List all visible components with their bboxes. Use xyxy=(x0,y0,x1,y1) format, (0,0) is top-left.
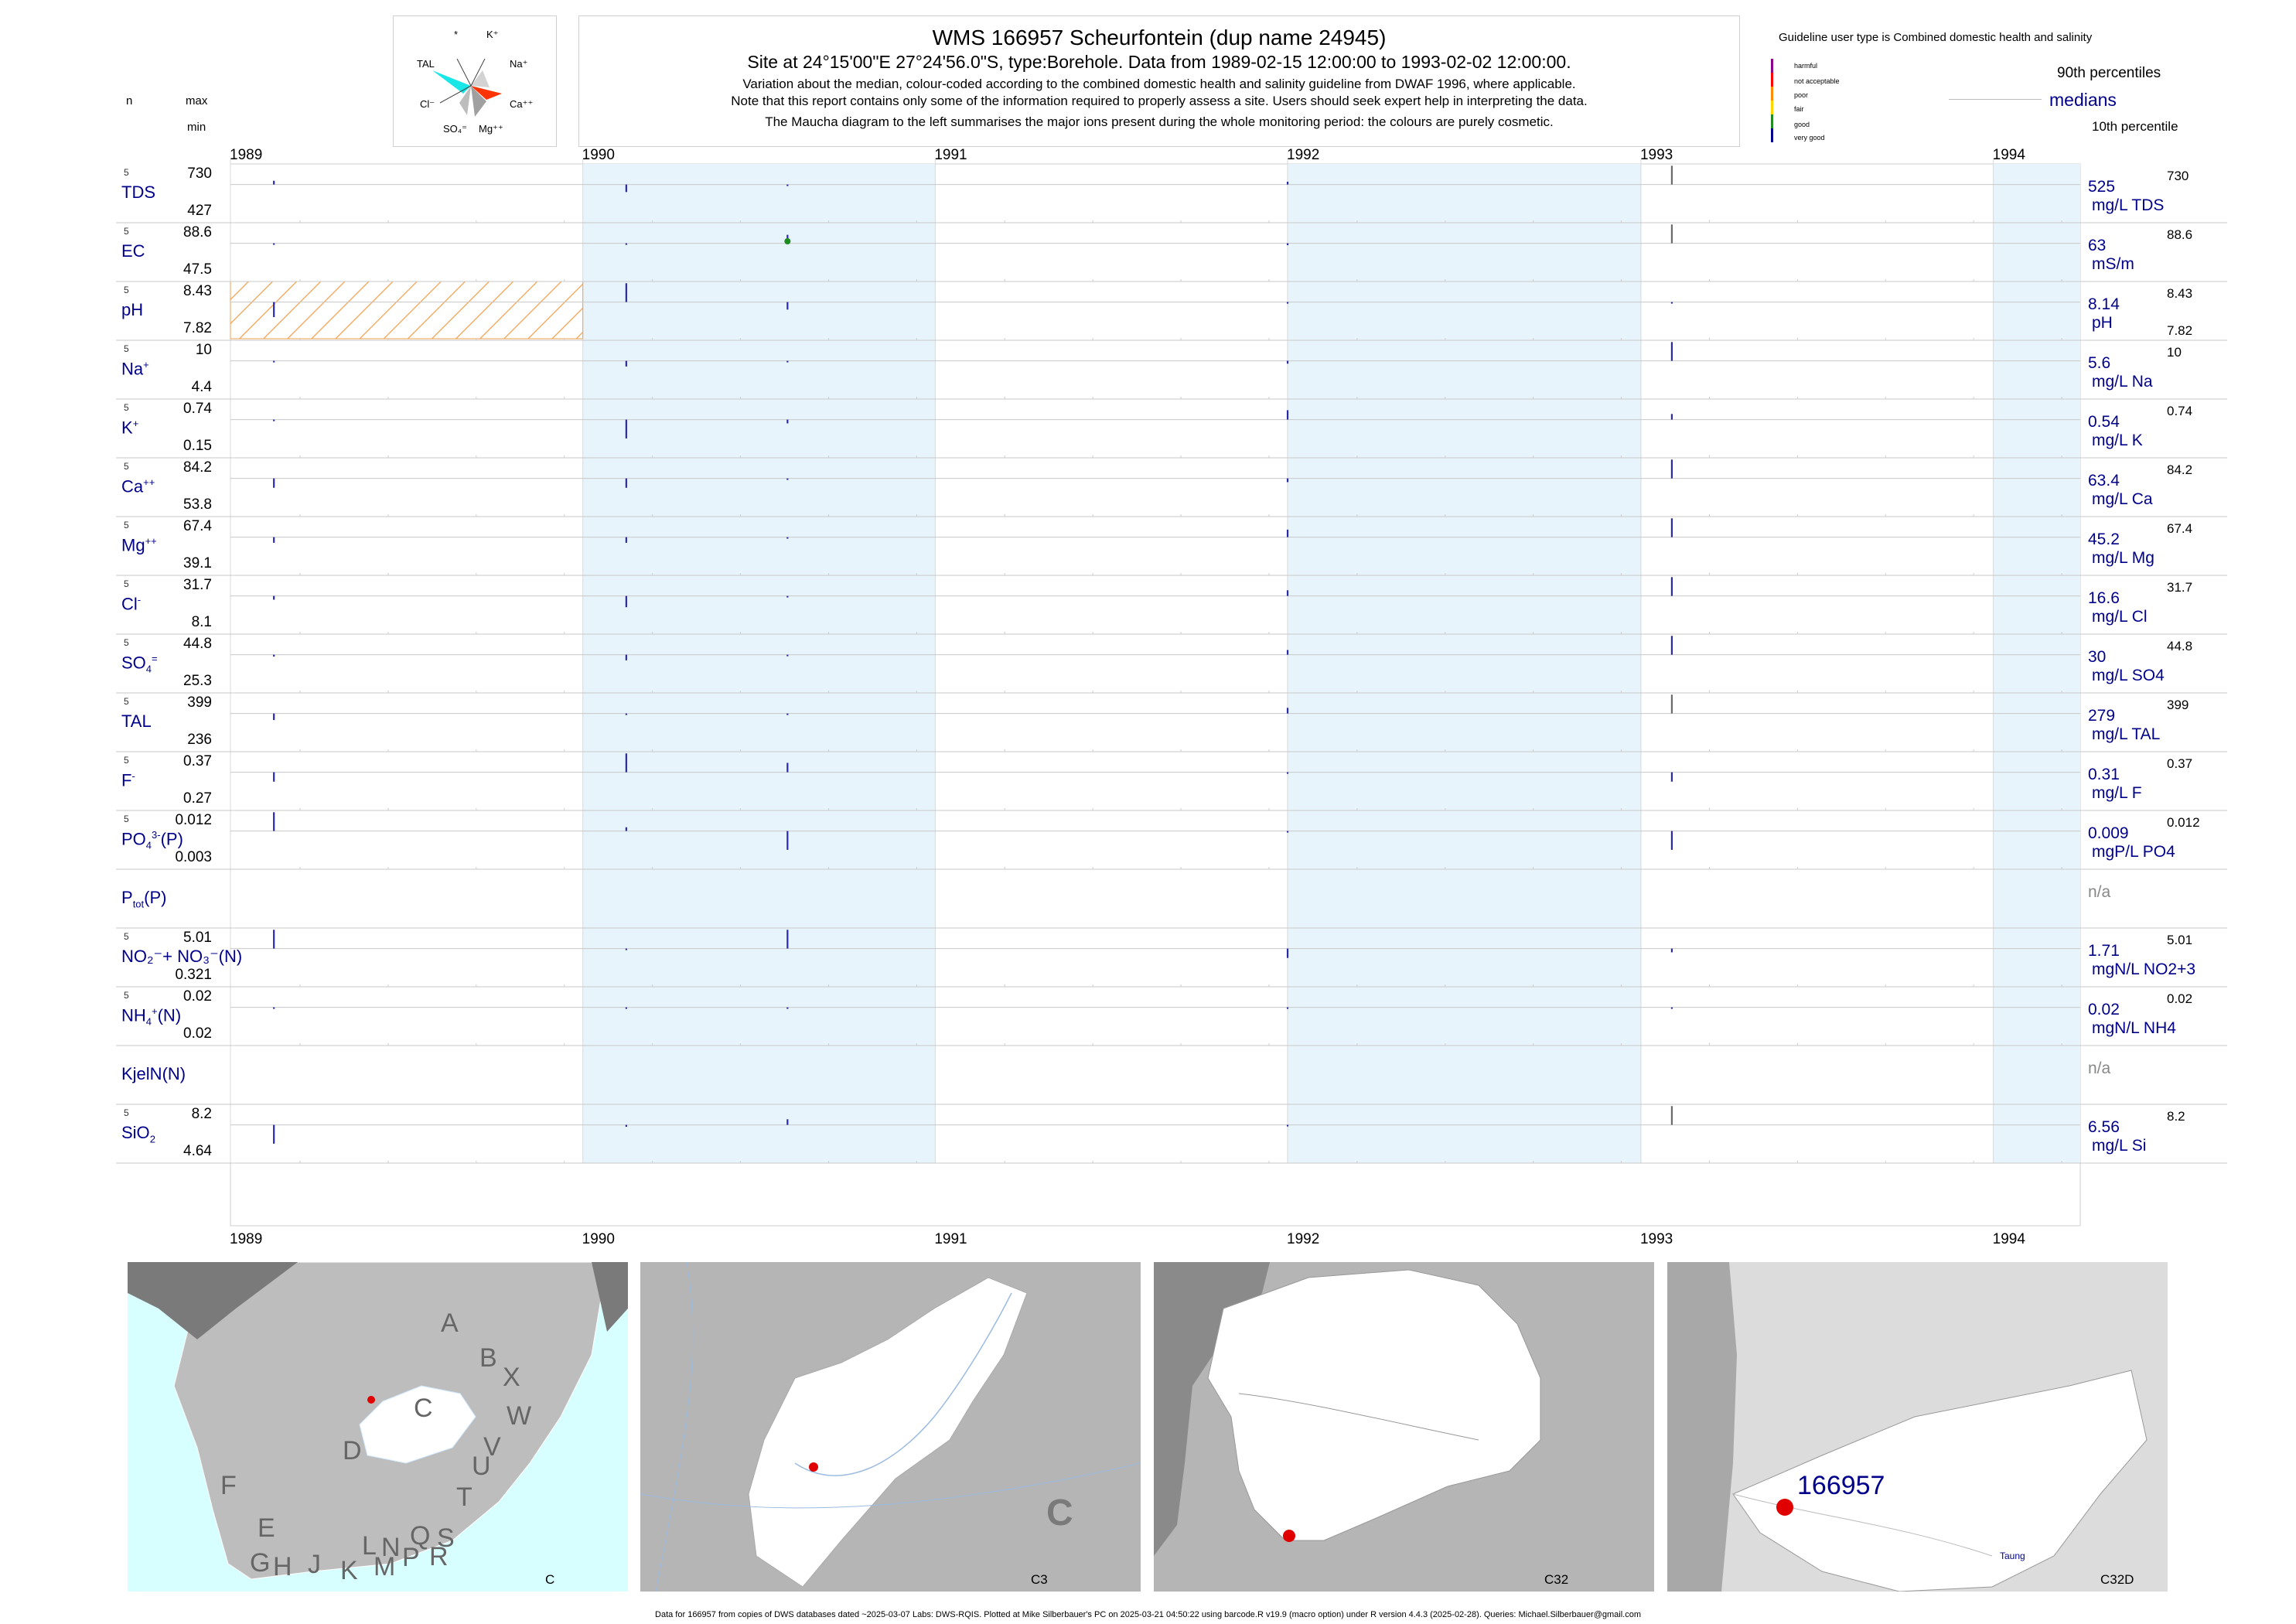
variable-label: Na+ xyxy=(121,359,149,379)
col-n-header: n xyxy=(126,94,133,107)
p90-value: 5.01 xyxy=(2167,933,2193,947)
p90-value: 0.74 xyxy=(2167,404,2193,418)
median-value: 30 xyxy=(2088,648,2107,666)
sample-count: 5 xyxy=(124,1107,129,1118)
median-unit: mg/L F xyxy=(2092,784,2142,802)
row-min: 47.5 xyxy=(183,261,212,278)
median-value: 8.14 xyxy=(2088,295,2120,313)
year-tick-label-bottom: 1993 xyxy=(1639,1231,1673,1247)
median-value: 525 xyxy=(2088,178,2116,196)
map-2-big-letter: C xyxy=(1046,1493,1073,1534)
row-min: 0.02 xyxy=(183,1025,212,1042)
median-value: 0.02 xyxy=(2088,1001,2120,1018)
maucha-label: * xyxy=(454,29,459,40)
row-min: 4.4 xyxy=(191,379,212,395)
variable-label: TAL xyxy=(121,711,152,731)
sample-count: 5 xyxy=(124,226,129,237)
median-unit: mg/L Na xyxy=(2092,373,2153,391)
row-min: 0.27 xyxy=(183,790,212,807)
p90-value: 10 xyxy=(2167,345,2182,360)
sample-count: 5 xyxy=(124,167,129,178)
median-value: 279 xyxy=(2088,707,2116,725)
variable-label: EC xyxy=(121,241,145,261)
map-2-label: C3 xyxy=(1031,1572,1048,1587)
median-unit: mg/L TDS xyxy=(2092,196,2165,214)
region-letter: P xyxy=(402,1543,420,1572)
median-value: n/a xyxy=(2088,883,2111,901)
variable-label: $P_{tot}(P)$ xyxy=(121,888,167,910)
median-value: 45.2 xyxy=(2088,531,2120,548)
variable-label: KjelN(N) xyxy=(121,1064,186,1083)
median-value: 63 xyxy=(2088,237,2107,254)
legend-class: not acceptable xyxy=(1794,77,1840,85)
row-max: 730 xyxy=(187,165,212,182)
row-max: 67.4 xyxy=(183,518,212,534)
maucha-label: K⁺ xyxy=(486,29,499,40)
variable-label: $SO_4^=$ xyxy=(121,653,158,675)
region-letter: T xyxy=(456,1482,473,1512)
site-location-marker xyxy=(367,1396,375,1404)
p90-value: 730 xyxy=(2167,169,2189,183)
row-max: 44.8 xyxy=(183,636,212,652)
site-location-marker xyxy=(1283,1530,1295,1542)
legend-class: good xyxy=(1794,121,1810,128)
row-max: 5.01 xyxy=(183,930,212,946)
maucha-label: Mg⁺⁺ xyxy=(479,123,503,135)
year-tick-label-top: 1993 xyxy=(1639,147,1673,163)
variable-label: SiO$_2$ xyxy=(121,1123,155,1145)
site-location-marker xyxy=(809,1462,818,1472)
row-min: 25.3 xyxy=(183,673,212,689)
row-min: 4.64 xyxy=(183,1143,212,1159)
row-max: 0.02 xyxy=(183,988,212,1005)
year-tick-label-top: 1992 xyxy=(1287,147,1320,163)
p90-value: 8.2 xyxy=(2167,1109,2185,1124)
region-letter: E xyxy=(258,1513,275,1543)
row-max: 0.37 xyxy=(183,753,212,769)
p90-value: 0.02 xyxy=(2167,991,2193,1006)
p90-value: 44.8 xyxy=(2167,639,2193,653)
year-shade xyxy=(1994,164,2080,1163)
p10-value: 7.82 xyxy=(2167,323,2193,338)
row-min: 39.1 xyxy=(183,555,212,571)
median-unit: mg/L SO4 xyxy=(2092,667,2165,684)
p90-value: 31.7 xyxy=(2167,580,2193,595)
region-letter: M xyxy=(374,1552,396,1581)
variable-label: F- xyxy=(121,770,135,790)
median-value: 16.6 xyxy=(2088,589,2120,607)
map-panel-c32d xyxy=(1667,1262,2168,1592)
site-id-label: 166957 xyxy=(1797,1471,1885,1500)
p90-value: 88.6 xyxy=(2167,227,2193,242)
col-min-header: min xyxy=(187,121,206,134)
sample-count: 5 xyxy=(124,637,129,648)
sample-count: 5 xyxy=(124,285,129,295)
sample-count: 5 xyxy=(124,520,129,531)
row-max: 8.2 xyxy=(191,1106,212,1122)
median-unit: mg/L TAL xyxy=(2092,725,2161,743)
region-letter: V xyxy=(483,1432,501,1462)
legend-class: very good xyxy=(1794,134,1825,142)
variable-label: Cl- xyxy=(121,594,142,614)
map-svg-1 xyxy=(128,1262,628,1592)
median-value: 0.31 xyxy=(2088,766,2120,783)
year-tick-label-bottom: 1991 xyxy=(934,1231,967,1247)
variable-label: TDS xyxy=(121,183,155,202)
median-unit: pH xyxy=(2092,314,2113,332)
year-tick-label-top: 1989 xyxy=(230,147,263,163)
sample-count: 5 xyxy=(124,461,129,472)
sample-count: 5 xyxy=(124,931,129,942)
p90-value: 8.43 xyxy=(2167,286,2193,301)
median-unit: mg/L Cl xyxy=(2092,608,2148,626)
legend-p90: 90th percentiles xyxy=(2057,65,2161,81)
map-4-label: C32D xyxy=(2100,1572,2134,1587)
median-unit: mgN/L NH4 xyxy=(2092,1019,2176,1037)
variable-label: Ca++ xyxy=(121,476,155,496)
year-tick-label-top: 1991 xyxy=(934,147,967,163)
median-value: 5.6 xyxy=(2088,354,2111,372)
sample-count: 5 xyxy=(124,578,129,589)
region-letter: B xyxy=(479,1343,497,1373)
row-max: 8.43 xyxy=(183,283,212,299)
region-letter: F xyxy=(220,1471,237,1500)
region-letter: N xyxy=(381,1533,401,1562)
maucha-note: The Maucha diagram to the left summarises the major ions present during the whole monitoring period: the colours are purely cosmetic. xyxy=(765,114,1554,129)
region-letter: K xyxy=(340,1556,358,1585)
town-label: Taung xyxy=(2000,1551,2025,1561)
region-letter: A xyxy=(441,1308,459,1338)
variable-label: pH xyxy=(121,300,144,319)
maucha-label: Na⁺ xyxy=(510,58,528,70)
maucha-label: TAL xyxy=(417,58,435,70)
note-2: Note that this report contains only some of the information required to properly assess a site. Users should seek expert help in interpreting the data. xyxy=(731,94,1588,108)
sample-count: 5 xyxy=(124,402,129,413)
variable-label: $PO_4^{3-}(P)$ xyxy=(121,829,183,851)
row-max: 10 xyxy=(195,342,212,358)
sample-point xyxy=(784,238,790,244)
sample-count: 5 xyxy=(124,696,129,707)
median-value: 1.71 xyxy=(2088,942,2120,960)
report-title: WMS 166957 Scheurfontein (dup name 24945) xyxy=(932,26,1387,49)
median-value: 0.54 xyxy=(2088,413,2120,431)
median-unit: mg/L K xyxy=(2092,432,2143,449)
region-letter: L xyxy=(362,1531,377,1561)
maucha-label: SO₄⁼ xyxy=(443,123,467,135)
median-value: 6.56 xyxy=(2088,1118,2120,1136)
p90-value: 0.012 xyxy=(2167,815,2200,830)
legend-p10: 10th percentile xyxy=(2092,119,2178,134)
year-tick-label-top: 1990 xyxy=(582,147,615,163)
region-letter: H xyxy=(273,1552,292,1581)
legend-class: poor xyxy=(1794,91,1809,99)
row-min: 0.003 xyxy=(175,849,212,865)
sample-count: 5 xyxy=(124,755,129,766)
region-letter: D xyxy=(343,1436,362,1465)
row-min: 53.8 xyxy=(183,496,212,513)
sample-count: 5 xyxy=(124,814,129,824)
p90-value: 399 xyxy=(2167,698,2189,712)
row-min: 8.1 xyxy=(191,614,212,630)
map-1-label: C xyxy=(545,1572,555,1587)
guideline-hatch xyxy=(230,281,583,339)
median-value: n/a xyxy=(2088,1059,2111,1077)
legend-class: harmful xyxy=(1794,62,1818,70)
row-max: 0.74 xyxy=(183,401,212,417)
region-letter: X xyxy=(503,1363,520,1392)
legend-medians: medians xyxy=(2049,90,2117,110)
row-max: 0.012 xyxy=(175,812,212,828)
site-line: Site at 24°15'00"E 27°24'56.0"S, type:Borehole. Data from 1989-02-15 12:00:00 to 1993-02-02 12:00:00. xyxy=(747,52,1571,72)
p90-value: 0.37 xyxy=(2167,756,2193,771)
note-1: Variation about the median, colour-coded according to the combined domestic health and salinity guideline from DWAF 1996, where applicable. xyxy=(742,77,1576,91)
median-unit: mgN/L NO2+3 xyxy=(2092,960,2196,978)
region-letter: Q xyxy=(410,1521,431,1551)
p90-value: 84.2 xyxy=(2167,462,2193,477)
median-unit: mS/m xyxy=(2092,255,2134,273)
map-panel-c3 xyxy=(640,1262,1141,1592)
median-unit: mg/L Si xyxy=(2092,1137,2147,1155)
variable-label: $NH_4^+(N)$ xyxy=(121,1005,182,1028)
col-max-header: max xyxy=(186,94,208,107)
median-value: 0.009 xyxy=(2088,824,2129,842)
region-letter: R xyxy=(429,1542,449,1571)
region-letter: G xyxy=(250,1548,271,1578)
map-svg-2 xyxy=(640,1262,1141,1592)
row-min: 427 xyxy=(187,203,212,219)
year-tick-label-top: 1994 xyxy=(1992,147,2025,163)
maucha-label: Cl⁻ xyxy=(420,98,435,110)
row-max: 88.6 xyxy=(183,224,212,241)
sample-count: 5 xyxy=(124,343,129,354)
map-svg-4 xyxy=(1667,1262,2168,1592)
year-tick-label-bottom: 1989 xyxy=(230,1231,263,1247)
region-letter: S xyxy=(437,1523,455,1553)
site-location-marker xyxy=(1776,1499,1793,1516)
map-panel-southern-africa xyxy=(128,1262,628,1592)
year-tick-label-bottom: 1990 xyxy=(582,1231,615,1247)
row-min: 0.15 xyxy=(183,438,212,454)
row-min: 7.82 xyxy=(183,320,212,336)
region-letter: W xyxy=(507,1401,532,1431)
region-letter: J xyxy=(308,1550,321,1579)
year-tick-label-bottom: 1994 xyxy=(1992,1231,2025,1247)
row-max: 84.2 xyxy=(183,459,212,476)
median-unit: mg/L Mg xyxy=(2092,549,2154,567)
maucha-label: Ca⁺⁺ xyxy=(510,98,534,110)
median-unit: mgP/L PO4 xyxy=(2092,843,2175,861)
median-unit: mg/L Ca xyxy=(2092,490,2153,508)
median-value: 63.4 xyxy=(2088,472,2120,490)
row-max: 31.7 xyxy=(183,577,212,593)
row-max: 399 xyxy=(187,694,212,711)
map-panel-c32 xyxy=(1154,1262,1654,1592)
region-letter: C xyxy=(414,1394,433,1423)
region-letter: U xyxy=(472,1452,491,1481)
variable-label: NO₂⁻+ NO₃⁻(N) xyxy=(121,947,243,966)
year-tick-label-bottom: 1992 xyxy=(1287,1231,1320,1247)
p90-value: 67.4 xyxy=(2167,521,2193,536)
map-3-label: C32 xyxy=(1544,1572,1569,1587)
row-min: 236 xyxy=(187,732,212,748)
variable-label: K+ xyxy=(121,418,139,438)
footer-credits: Data for 166957 from copies of DWS databases dated ~2025-03-07 Labs: DWS-RQIS. Plotted at Mike Silberbauer's PC on 2025-03-21 04:50:22 using barcode.R v19.9 (macro option) under R version 4.4.3 (2025-02-28). Queries: Michael.Silberbauer@gmail.com xyxy=(655,1610,1641,1619)
sample-count: 5 xyxy=(124,990,129,1001)
guideline-text: Guideline user type is Combined domestic health and salinity xyxy=(1779,31,2093,44)
map-svg-3 xyxy=(1154,1262,1654,1592)
row-min: 0.321 xyxy=(175,967,212,983)
variable-label: Mg++ xyxy=(121,535,157,555)
legend-class: fair xyxy=(1794,105,1804,113)
year-shade xyxy=(583,164,936,1163)
year-shade xyxy=(1288,164,1641,1163)
